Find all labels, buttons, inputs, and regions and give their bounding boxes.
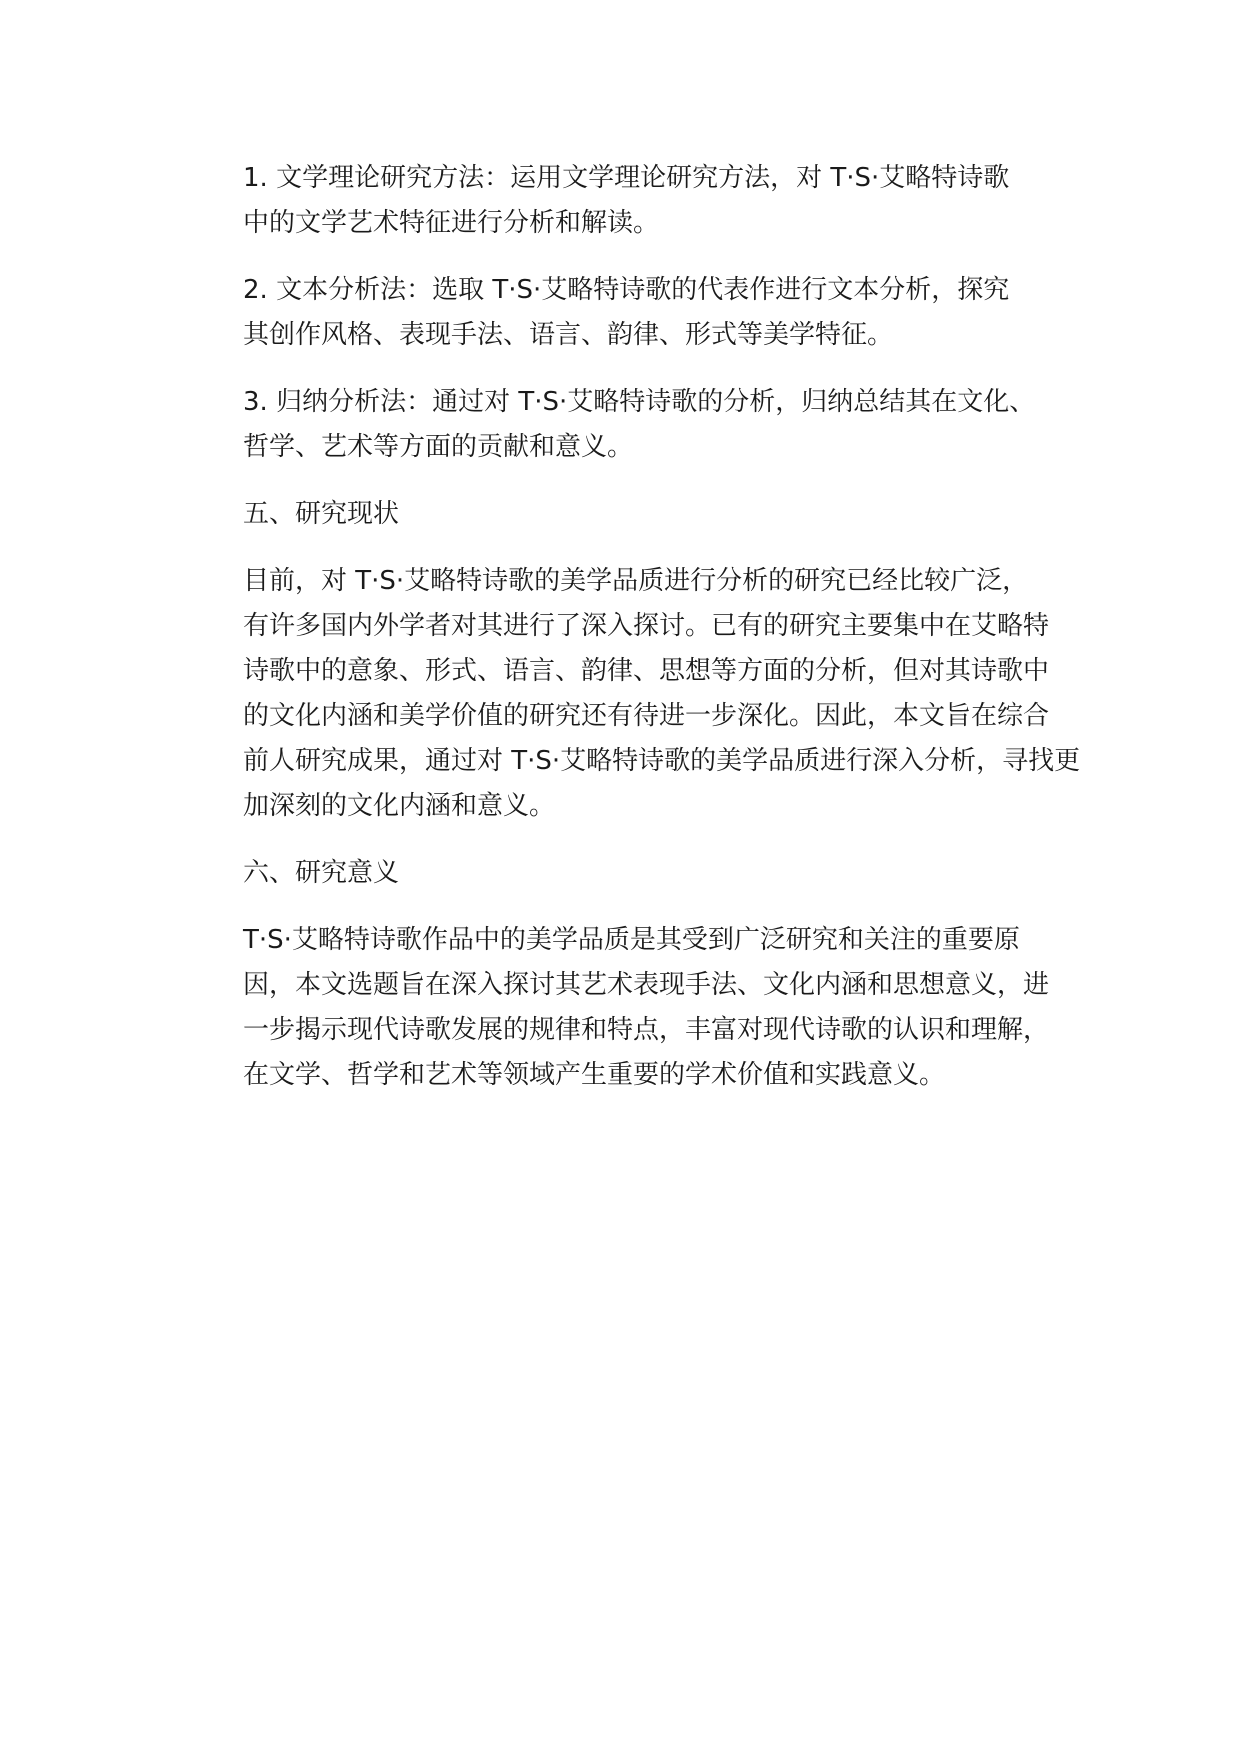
text-line: 一步揭示现代诗歌发展的规律和特点，丰富对现代诗歌的认识和理解，: [243, 1015, 1050, 1045]
text-line: 在文学、哲学和艺术等领域产生重要的学术价值和实践意义。: [243, 1060, 946, 1090]
method-2-paragraph: [185, 268, 1075, 358]
text-line: 加深刻的文化内涵和意义。: [243, 791, 556, 821]
heading-text: 六、研究意义: [243, 858, 400, 888]
text-line: 2. 文本分析法：选取 T·S·艾略特诗歌的代表作进行文本分析，探究: [243, 275, 1010, 305]
method-1-paragraph: [185, 156, 1075, 246]
text-line: 哲学、艺术等方面的贡献和意义。: [243, 432, 634, 462]
research-significance-paragraph: [185, 918, 1075, 1098]
text-line: 诗歌中的意象、形式、语言、韵律、思想等方面的分析，但对其诗歌中: [243, 656, 1050, 686]
text-line: 有许多国内外学者对其进行了深入探讨。已有的研究主要集中在艾略特: [243, 611, 1050, 641]
section-heading-research-significance: [185, 851, 1075, 896]
text-line: 其创作风格、表现手法、语言、韵律、形式等美学特征。: [243, 320, 894, 350]
text-line: 3. 归纳分析法：通过对 T·S·艾略特诗歌的分析，归纳总结其在文化、: [243, 387, 1036, 417]
text-line: 的文化内涵和美学价值的研究还有待进一步深化。因此，本文旨在综合: [243, 701, 1050, 731]
heading-text: 五、研究现状: [243, 499, 400, 529]
text-line: T·S·艾略特诗歌作品中的美学品质是其受到广泛研究和关注的重要原: [243, 925, 1020, 955]
document-body: [185, 156, 1081, 1098]
section-heading-research-status: [185, 492, 1075, 537]
text-line: 前人研究成果，通过对 T·S·艾略特诗歌的美学品质进行深入分析，寻找更: [243, 746, 1081, 776]
text-line: 目前，对 T·S·艾略特诗歌的美学品质进行分析的研究已经比较广泛，: [243, 566, 1029, 596]
text-line: 1. 文学理论研究方法：运用文学理论研究方法，对 T·S·艾略特诗歌: [243, 163, 1010, 193]
text-line: 中的文学艺术特征进行分析和解读。: [243, 208, 660, 238]
text-line: 因，本文选题旨在深入探讨其艺术表现手法、文化内涵和思想意义，进: [243, 970, 1050, 1000]
method-3-paragraph: [185, 380, 1075, 470]
research-status-paragraph: [185, 559, 1081, 829]
